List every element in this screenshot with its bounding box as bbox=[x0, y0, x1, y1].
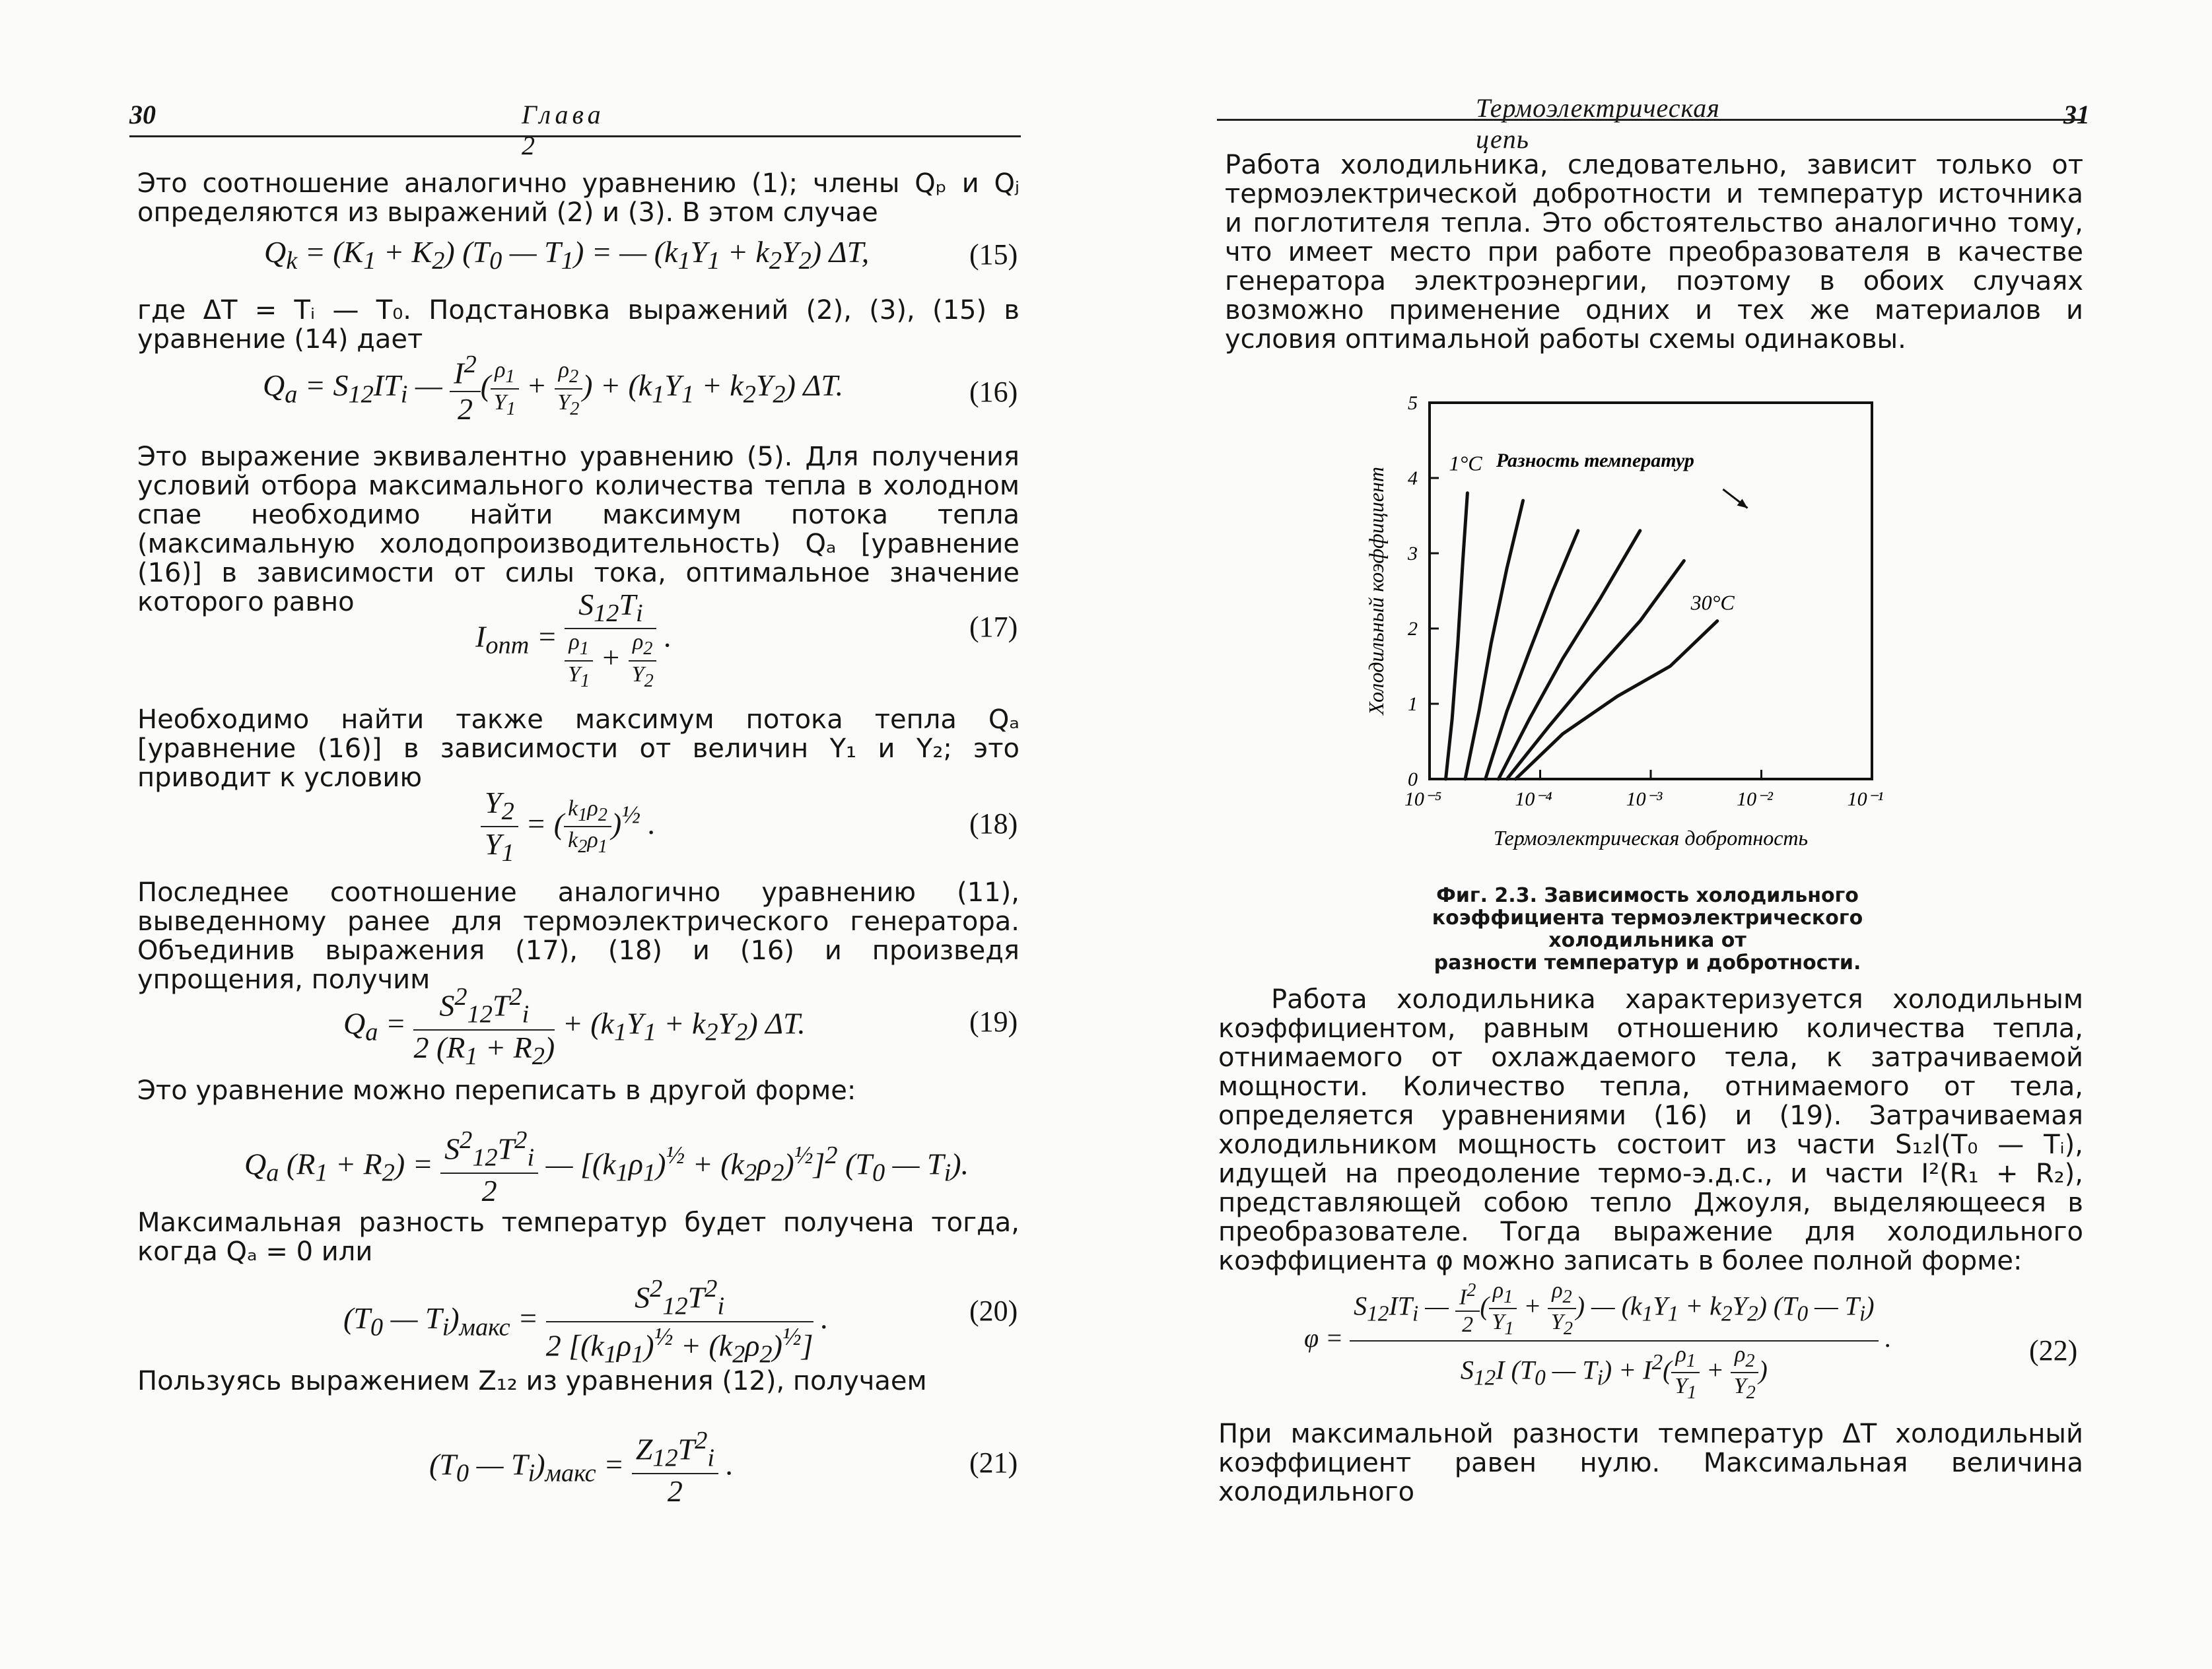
equation-15-number: (15) bbox=[969, 238, 1018, 271]
series-line-4 bbox=[1498, 531, 1640, 779]
equation-16-number: (16) bbox=[969, 376, 1018, 408]
equation-21: ($T_0$ — $T_i)_{макс}$ = $\frac{Z_{12}T^2_i}{2}$ . bbox=[429, 1427, 734, 1508]
right-page bbox=[1106, 0, 2212, 1669]
paragraph-3: Это выражение эквивалентно уравнению (5). Для получения условий отбора максимального количества тепла в холодном спае необходимо найти максимум потока тепла (максимальную холодопроизводительность) Qₐ [уравнение (16)] в зависимости от силы тока, оптимальное значение которого равно bbox=[137, 442, 1020, 617]
series-line-2 bbox=[1465, 500, 1523, 779]
running-title: Термоэлектрическая цепь bbox=[1476, 93, 1720, 154]
annotation-30c: 30°C bbox=[1690, 590, 1735, 615]
page-number-right: 31 bbox=[2063, 100, 2090, 129]
paragraph-1: Это соотношение аналогично уравнению (1); члены Qₚ и Qⱼ определяются из выражений (2) и (3). В этом случае bbox=[137, 168, 1020, 228]
figure-caption bbox=[1357, 885, 1938, 974]
series-line-5 bbox=[1507, 561, 1684, 779]
equation-15: $Q_k = (K_1 + K_2)$ ($T_0$ — $T_1$) = — $(k_1Y_1 + k_2Y_2)$ ΔT, bbox=[264, 235, 870, 275]
caption-line-2: разности температур и добротности. bbox=[1434, 951, 1861, 974]
annotation-temp-diff: Разность температур bbox=[1496, 449, 1694, 471]
y-axis-label: Холодильный коэффициент bbox=[1364, 467, 1388, 715]
caption-line-1: Фиг. 2.3. Зависимость холодильного коэффициента термоэлектрического холодильника от bbox=[1432, 884, 1863, 952]
y-tick-label: 3 bbox=[1408, 543, 1418, 564]
x-axis-label: Термоэлектрическая добротность bbox=[1493, 826, 1809, 850]
paragraph-8: Пользуясь выражением Z₁₂ из уравнения (12), получаем bbox=[137, 1366, 927, 1396]
paragraph-5: Последнее соотношение аналогично уравнению (11), выведенному ранее для термоэлектрического генератора. Объединив выражения (17), (18) и (16) и произведя упрощения, получим bbox=[137, 877, 1020, 995]
equation-19-number: (19) bbox=[969, 1005, 1018, 1038]
equation-16: $Q_a = S_{12}IT_i$ — $\frac{I^2}{2}$ ( $\frac{\rho_1}{Y_1}$ + $\frac{\rho_2}{Y_2}$ ) + $(k_1Y_1 + k_2Y_2)$ ΔT. bbox=[263, 351, 844, 426]
x-tick-label: 10⁻⁴ bbox=[1515, 788, 1552, 810]
equation-18: $\frac{Y_2}{Y_1}$ = ( $\frac{k_1\rho_2}{k_2\rho_1}$ )$^{\frac{1}{2}}$ . bbox=[481, 786, 656, 868]
paragraph-7: Максимальная разность температур будет получена тогда, когда Qₐ = 0 или bbox=[137, 1208, 1020, 1267]
equation-18-number: (18) bbox=[969, 807, 1018, 840]
equation-22-number: (22) bbox=[2029, 1334, 2078, 1367]
equation-21-number: (21) bbox=[969, 1447, 1018, 1479]
y-tick-label: 5 bbox=[1408, 392, 1418, 414]
paragraph-6: Это уравнение можно переписать в другой форме: bbox=[137, 1075, 856, 1106]
paragraph-r2: Работа холодильника характеризуется холодильным коэффициентом, равным отношению количества тепла, отнимаемого от охлаждаемого тела, к затрачиваемой мощности. Количество тепла, отнимаемого от тела, определяется уравнениями (16) и (19). Затрачиваемая холодильником мощность состоит из части S₁₂I(T₀ — Tᵢ), идущей на преодоление термо-э.д.с., и части I²(R₁ + R₂), представляющей собою тепло Джоуля, выделяющееся в преобразователе. Тогда выражение для холодильного коэффициента φ можно записать в более полной форме: bbox=[1218, 984, 2083, 1276]
paragraph-r3: При максимальной разности температур ΔT холодильный коэффициент равен нулю. Максимальная величина холодильного bbox=[1218, 1419, 2083, 1507]
x-tick-label: 10⁻¹ bbox=[1847, 788, 1884, 810]
y-tick-label: 4 bbox=[1408, 467, 1418, 489]
chapter-title: Глава 2 bbox=[522, 100, 605, 160]
equation-22: φ = $S_{12}IT_i$ — $\frac{I^2}{2}$ ( $\frac{\rho_1}{Y_1}$ + $\frac{\rho_2}{Y_2}$ ) — $(k_1Y_1 + k_2Y_2)$ ($T_0$ — $T_i$) $S_{12}I$ ($T_0$ — $T_i) + I^2$( $\frac{\rho_1}{Y_1}$ + $\frac{\rho_2}{Y_2}$ ) . bbox=[1304, 1278, 1892, 1403]
y-tick-label: 0 bbox=[1408, 768, 1418, 790]
x-tick-label: 10⁻⁵ bbox=[1404, 788, 1442, 810]
header-rule-left bbox=[129, 135, 1021, 137]
equation-20-number: (20) bbox=[969, 1295, 1018, 1327]
x-tick-label: 10⁻³ bbox=[1626, 788, 1663, 810]
figure-2-3-chart bbox=[1357, 376, 1898, 865]
series-line-1 bbox=[1446, 493, 1468, 779]
paragraph-2: где ΔT = Tᵢ — T₀. Подстановка выражений (2), (3), (15) в уравнение (14) дает bbox=[137, 295, 1020, 355]
header-rule-right bbox=[1217, 119, 2083, 121]
paragraph-r1: Работа холодильника, следовательно, зависит только от термоэлектрической добротности и температур источника и поглотителя тепла. Это обстоятельство аналогично тому, что имеет место при работе преобразователя в качестве генератора электроэнергии, поэтому в обоих случаях возможно применение одних и тех же материалов и условия оптимальной работы схемы одинаковы. bbox=[1225, 150, 2083, 355]
equation-20: ($T_0$ — $T_i)_{макс}$ = $\frac{S^2_{12}T^2_i}{2 [(k_1\rho_1)^{\frac{1}{2}} + (k_2\rho_2)^{\frac{1}{2}}]}$ . bbox=[343, 1275, 829, 1369]
annotation-1c: 1°C bbox=[1449, 451, 1482, 475]
equation-17: $I_{опт}$ = $S_{12}T_i$ $\frac{\rho_1}{Y_1}$ + $\frac{\rho_2}{Y_2}$ . bbox=[475, 588, 672, 691]
equation-17-number: (17) bbox=[969, 611, 1018, 643]
y-tick-label: 1 bbox=[1408, 693, 1418, 715]
equation-unnumbered: $Q_a$ $(R_1 + R_2)$ = $\frac{S^2_{12}T^2_i}{2}$ — $[(k_1\rho_1)^{\frac{1}{2}} + (k_2\rho_2)^{\frac{1}{2}}]^2$ ($T_0$ — $T_i$). bbox=[244, 1126, 969, 1208]
page-number-left: 30 bbox=[129, 100, 156, 129]
equation-19: $Q_a$ = $\frac{S^2_{12}T^2_i}{2 (R_1 + R_2)}$ + $(k_1Y_1 + k_2Y_2)$ ΔT. bbox=[343, 983, 806, 1070]
series-line-6 bbox=[1515, 621, 1717, 779]
y-tick-label: 2 bbox=[1408, 618, 1418, 640]
paragraph-4: Необходимо найти также максимум потока тепла Qₐ [уравнение (16)] в зависимости от величин Y₁ и Y₂; это приводит к условию bbox=[137, 704, 1020, 793]
x-tick-label: 10⁻² bbox=[1737, 788, 1773, 810]
